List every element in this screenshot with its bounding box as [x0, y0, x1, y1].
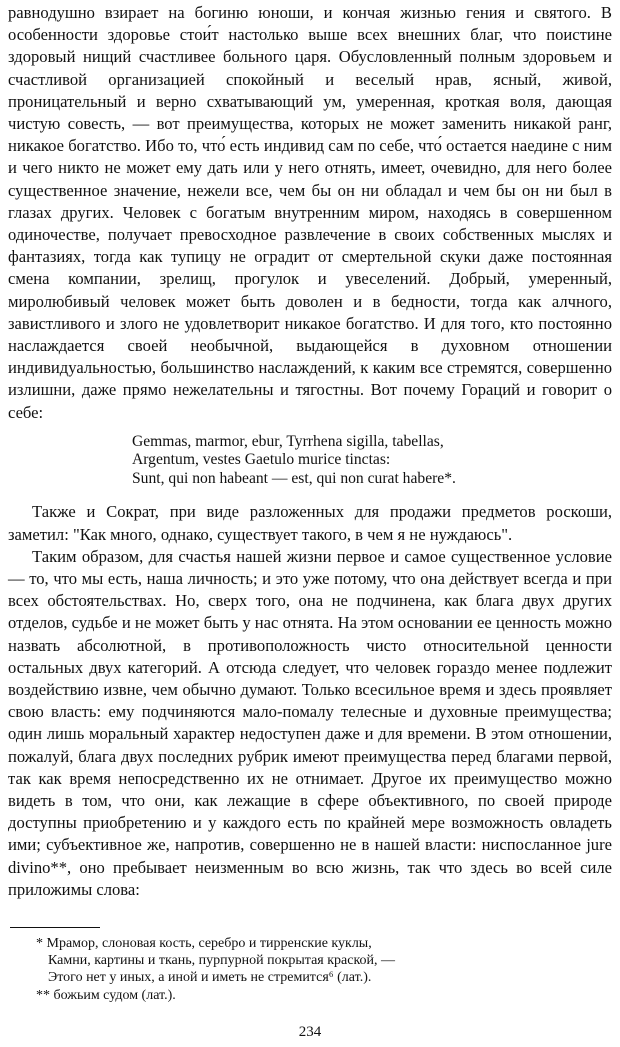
- paragraph-socrates: Также и Сократ, при виде разложенных для продажи предметов роскоши, заметил: "Как много, однако, существует такого, в чем я не нуждаюсь".: [8, 502, 612, 544]
- paragraph-personality: Таким образом, для счастья нашей жизни первое и самое существенное условие — то, что мы есть, наша личность; и это уже потому, что она действует всегда и при всех обстоятельствах. Но, сверх того, она не подчинена, как блага двух других отделов, судьбе и не может быть у нас отнята. На этом основании ее ценность можно назвать абсолютной, в противоположность чисто относительной ценности остальных двух категорий. А отсюда следует, что человек гораздо менее подлежит воздействию извне, чем обычно думают. Только всесильное время и здесь проявляет свою власть: ему подчиняются мало-помалу телесные и духовные преимущества; один лишь моральный характер недоступен даже и для времени. В этом отношении, пожалуй, блага двух последних рубрик имеют преимущества перед благами первой, так как время непосредственно их не отнимает. Другое их преимущество можно видеть в том, что они, как лежащие в сфере объективного, по своей природе доступны приобретению и у каждого есть по крайней мере возможность овладеть ими; субъективное же, напротив, совершенно не в нашей власти: ниспосланное jure divino**, оно пребывает неизменным во всю жизнь, так что здесь во всей силе приложимы слова:: [8, 546, 612, 899]
- paragraph-health: равнодушно взирает на богиню юноши, и кончая жизнью гения и святого. В особенности здоровье стои́т настолько выше всех внешних благ, что поистине здоровый нищий счастливее больного царя. Обусловленный полным здоровьем и счастливой организацией спокойный и веселый нрав, ясный, живой, проницательный и верно схватывающий ум, умеренная, кроткая воля, дающая чистую совесть, — вот преимущества, которых не может заменить никакой ранг, никакое богатство. Ибо то, что́ есть индивид сам по себе, что́ остается наедине с ним и чего никто не может ему дать или у него отнять, имеет, очевидно, для него более существенное значение, нежели все, чем бы он ни обладал и чем бы он ни был в глазах других. Человек с богатым внутренним миром, находясь в совершенном одиночестве, получает превосходное развлечение в своих собственных мыслях и фантазиях, тогда как тупицу не оградит от смертельной скуки даже постоянная смена компании, зрелищ, прогулок и увеселений. Добрый, умеренный, миролюбивый человек может быть доволен и в бедности, тогда как алчного, завистливого и злого не удовлетворит никакое богатство. И для того, кто постоянно наслаждается своей необычной, выдающейся в духовном отношении индивидуальностью, большинство наслаждений, к каким все стремятся, совершенно излишни, даже прямо нежелательны и тягостны. Вот почему Гораций и говорит о себе:: [8, 3, 612, 422]
- page-number: 234: [298, 1024, 322, 1040]
- footnote-line: ** божьим судом (лат.).: [36, 987, 176, 1003]
- footnote-divider: [10, 927, 100, 928]
- footnote-line: Этого нет у иных, а иной и иметь не стремится⁶ (лат.).: [48, 970, 372, 986]
- verse-line: Gemmas, marmor, ebur, Tyrrhena sigilla, tabellas,: [132, 432, 444, 450]
- verse-line: Argentum, vestes Gaetulo murice tinctas:: [132, 451, 391, 469]
- verse-line: Sunt, qui non habeant — est, qui non curat habere*.: [132, 469, 456, 487]
- footnotes: [36, 935, 612, 1004]
- latin-verse-quote: [132, 433, 612, 489]
- footnote-line: Камни, картины и ткань, пурпурной покрытая краской, —: [48, 953, 396, 969]
- footnote-line: * Мрамор, слоновая кость, серебро и тирренские куклы,: [36, 936, 372, 952]
